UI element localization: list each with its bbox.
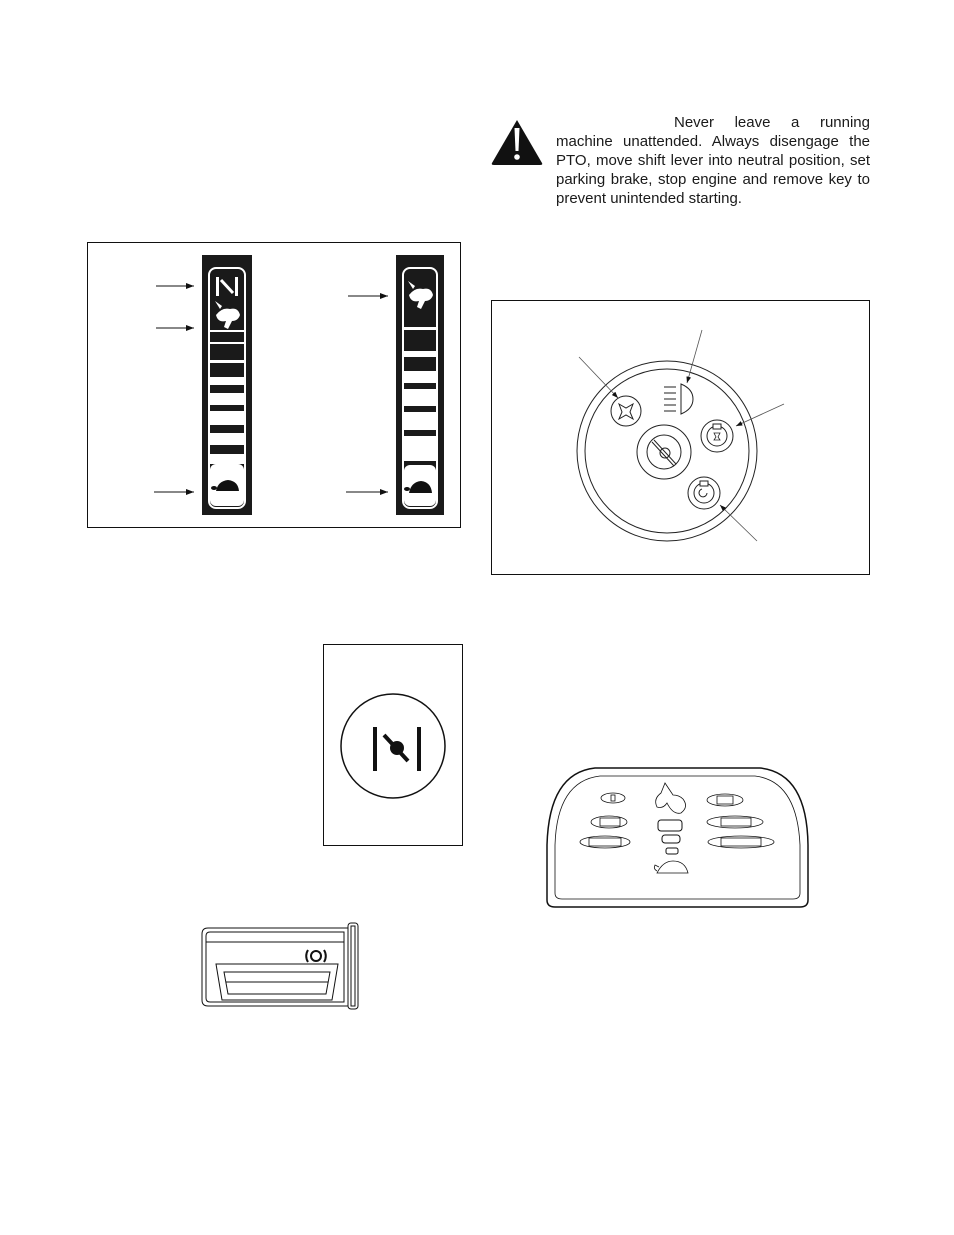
key-slot-icon	[637, 425, 691, 479]
neutral-symbol-icon	[373, 727, 421, 771]
shift-decal-figure	[87, 242, 461, 528]
run-icon	[701, 420, 733, 452]
pto-switch-figure	[198, 920, 361, 1012]
warning-lead: Never leave a running	[674, 114, 870, 131]
left-shift-decal	[202, 255, 252, 515]
left-lamps	[580, 793, 630, 848]
start-icon	[688, 477, 720, 509]
right-lamps	[707, 794, 774, 848]
headlight-icon	[664, 384, 693, 414]
pto-switch-icon	[202, 923, 358, 1009]
warning-body: machine unattended. Always disengage the PTO, move shift lever into neutral position, set parking brake, stop engine and remove key to prevent unintended starting.	[556, 133, 870, 207]
right-shift-decal	[396, 255, 444, 515]
choke-icon	[611, 396, 641, 426]
warning-text	[556, 113, 870, 208]
rabbit-fast-icon	[656, 783, 686, 813]
neutral-decal-figure	[323, 644, 463, 846]
ignition-switch-figure	[491, 300, 870, 575]
speed-bars	[658, 820, 682, 854]
turtle-slow-icon	[654, 861, 688, 873]
throttle-panel-figure	[545, 765, 810, 910]
warning-triangle-icon	[490, 118, 544, 166]
